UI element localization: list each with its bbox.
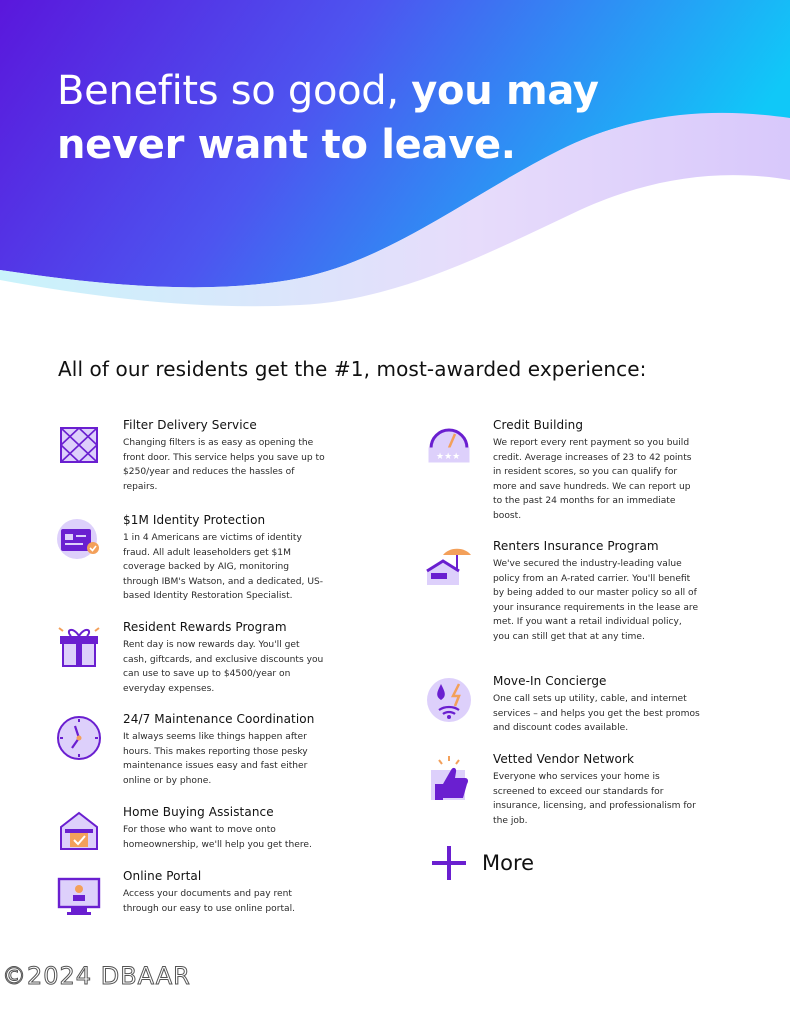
benefit-description: Access your documents and pay rent through our easy to use online portal. bbox=[123, 889, 296, 914]
benefit-description: Rent day is now rewards day. You'll get cash, giftcards, and exclusive discounts you can use to save up to $4500/year on everyday expenses. bbox=[123, 640, 324, 694]
hero-title-light: Benefits so good, bbox=[57, 68, 412, 114]
utilities-icon bbox=[425, 676, 473, 724]
benefit-title: Online Portal bbox=[123, 869, 202, 883]
benefit-title: Credit Building bbox=[493, 418, 584, 432]
benefit-description: 1 in 4 Americans are victims of identity fraud. All adult leaseholders get $1M coverage backed by AIG, monitoring through IBM's Watson, and a dedicated, US-based Identity Restoration Specialist. bbox=[123, 533, 324, 601]
umbrella-house-icon bbox=[425, 541, 473, 589]
hero-banner bbox=[0, 0, 790, 320]
id-card-icon bbox=[55, 515, 103, 563]
svg-text:★★★: ★★★ bbox=[436, 452, 461, 462]
benefit-title: Renters Insurance Program bbox=[493, 539, 659, 553]
copyright-watermark: ©2024 DBAAR bbox=[2, 962, 191, 990]
hero-title-bold-2: never want to leave. bbox=[57, 122, 516, 168]
benefit-title: $1M Identity Protection bbox=[123, 513, 266, 527]
benefit-description: Everyone who services your home is screened to exceed our standards for insurance, licensing, and professionalism for the job. bbox=[493, 772, 696, 826]
benefit-description: Changing filters is as easy as opening the front door. This service helps you save up to $250/year and reduces the hassles of repairs. bbox=[123, 438, 325, 492]
benefit-title: Home Buying Assistance bbox=[123, 805, 274, 819]
benefit-title: Filter Delivery Service bbox=[123, 418, 257, 432]
benefit-description: We've secured the industry-leading value policy from an A-rated carrier. You'll benefit by being added to our master policy so all of your insurance requirements in the lease are met. If you want a retail individual policy, you can still get that at any time. bbox=[493, 559, 699, 642]
gauge-icon bbox=[425, 420, 473, 468]
thumbs-up-icon bbox=[425, 754, 473, 802]
benefit-description: One call sets up utility, cable, and internet services – and helps you get the best promos and discount codes available. bbox=[493, 694, 700, 733]
benefit-description: We report every rent payment so you build credit. Average increases of 23 to 42 points in resident scores, so you can qualify for more and save hundreds. We can report up to the past 24 months for an immediate boost. bbox=[493, 438, 692, 521]
benefit-title: Vetted Vendor Network bbox=[493, 752, 635, 766]
more-link[interactable] bbox=[432, 845, 534, 881]
benefit-title: 24/7 Maintenance Coordination bbox=[123, 712, 315, 726]
benefit-title: Resident Rewards Program bbox=[123, 620, 287, 634]
clock-icon bbox=[55, 714, 103, 762]
more-label: More bbox=[482, 851, 535, 875]
plus-icon bbox=[432, 846, 466, 880]
house-check-icon bbox=[55, 807, 103, 855]
benefit-description: For those who want to move onto homeownership, we'll help you get there. bbox=[123, 825, 312, 850]
monitor-icon bbox=[55, 871, 103, 919]
benefit-title: Move-In Concierge bbox=[493, 674, 607, 688]
benefit-description: It always seems like things happen after hours. This makes reporting those pesky maintenance issues easy and fast either online or by phone. bbox=[123, 732, 308, 786]
gift-icon bbox=[55, 622, 103, 670]
filter-icon bbox=[55, 420, 103, 468]
hero-title bbox=[57, 64, 677, 172]
section-title: All of our residents get the #1, most-awarded experience: bbox=[58, 357, 647, 381]
hero-title-bold-1: you may bbox=[411, 68, 599, 114]
